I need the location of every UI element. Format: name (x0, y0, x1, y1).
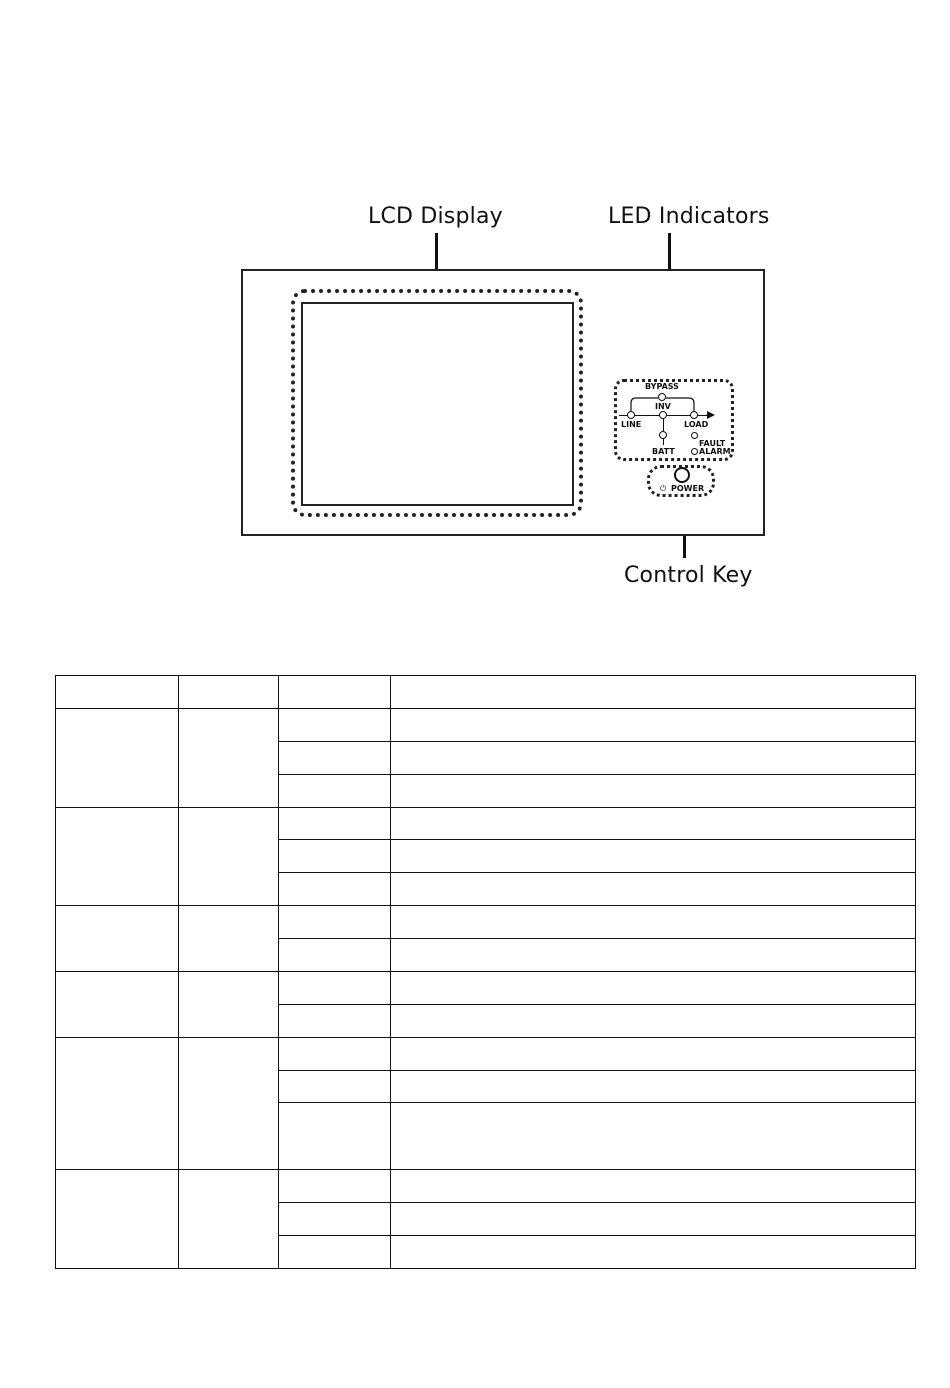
table-header-cell (56, 676, 179, 709)
table-row (56, 1170, 916, 1203)
control-key-callout: Control Key (624, 563, 753, 588)
led-label-fault: FAULT (699, 439, 726, 448)
description-cell (391, 840, 916, 873)
status-cell (279, 807, 391, 840)
description-cell (391, 873, 916, 906)
group-name-cell (56, 906, 179, 972)
description-cell (391, 906, 916, 939)
group-name-cell (56, 807, 179, 906)
led-label-load: LOAD (684, 420, 709, 429)
group-name-cell (56, 1037, 179, 1170)
table-row (56, 906, 916, 939)
description-cell (391, 1235, 916, 1268)
description-cell (391, 939, 916, 972)
group-color-cell (179, 1170, 279, 1269)
description-cell (391, 708, 916, 741)
group-name-cell (56, 708, 179, 807)
load-led (690, 411, 698, 419)
description-cell (391, 1070, 916, 1103)
led-label-line: LINE (621, 420, 642, 429)
led-batt-line-lower (663, 439, 664, 445)
description-cell (391, 1203, 916, 1236)
status-cell (279, 939, 391, 972)
status-cell (279, 741, 391, 774)
status-cell (279, 971, 391, 1004)
table-header-cell (179, 676, 279, 709)
status-cell (279, 1070, 391, 1103)
power-key-label: POWER (671, 484, 705, 493)
description-cell (391, 774, 916, 807)
status-cell (279, 1004, 391, 1037)
description-cell (391, 1004, 916, 1037)
status-cell (279, 1170, 391, 1203)
alarm-led (691, 448, 698, 455)
group-color-cell (179, 708, 279, 807)
arrow-right-icon (707, 411, 715, 419)
group-name-cell (56, 971, 179, 1037)
led-label-alarm: ALARM (699, 447, 731, 456)
table-header-cell (391, 676, 916, 709)
led-indicators-callout: LED Indicators (608, 204, 770, 229)
status-cell (279, 1203, 391, 1236)
status-cell (279, 906, 391, 939)
led-label-batt: BATT (652, 447, 675, 456)
group-color-cell (179, 1037, 279, 1170)
group-color-cell (179, 807, 279, 906)
description-cell (391, 1037, 916, 1070)
group-name-cell (56, 1170, 179, 1269)
status-cell (279, 1103, 391, 1170)
table-row (56, 708, 916, 741)
power-button[interactable] (674, 467, 690, 483)
group-color-cell (179, 971, 279, 1037)
table-header-cell (279, 676, 391, 709)
status-cell (279, 1037, 391, 1070)
table-row (56, 971, 916, 1004)
status-cell (279, 840, 391, 873)
led-batt-line (663, 419, 664, 431)
led-label-inv: INV (655, 402, 671, 411)
fault-led (691, 432, 698, 439)
lcd-display-callout: LCD Display (368, 204, 503, 229)
indicator-table (55, 675, 916, 1269)
power-icon: ⏻ (660, 484, 667, 493)
table-row (56, 1037, 916, 1070)
description-cell (391, 807, 916, 840)
line-led (627, 411, 635, 419)
status-cell (279, 1235, 391, 1268)
status-cell (279, 873, 391, 906)
table-header-row (56, 676, 916, 709)
status-cell (279, 708, 391, 741)
description-cell (391, 1103, 916, 1170)
batt-led (659, 431, 667, 439)
led-label-bypass: BYPASS (645, 382, 679, 391)
description-cell (391, 741, 916, 774)
description-cell (391, 971, 916, 1004)
group-color-cell (179, 906, 279, 972)
inv-led (659, 411, 667, 419)
table-row (56, 807, 916, 840)
description-cell (391, 1170, 916, 1203)
status-cell (279, 774, 391, 807)
